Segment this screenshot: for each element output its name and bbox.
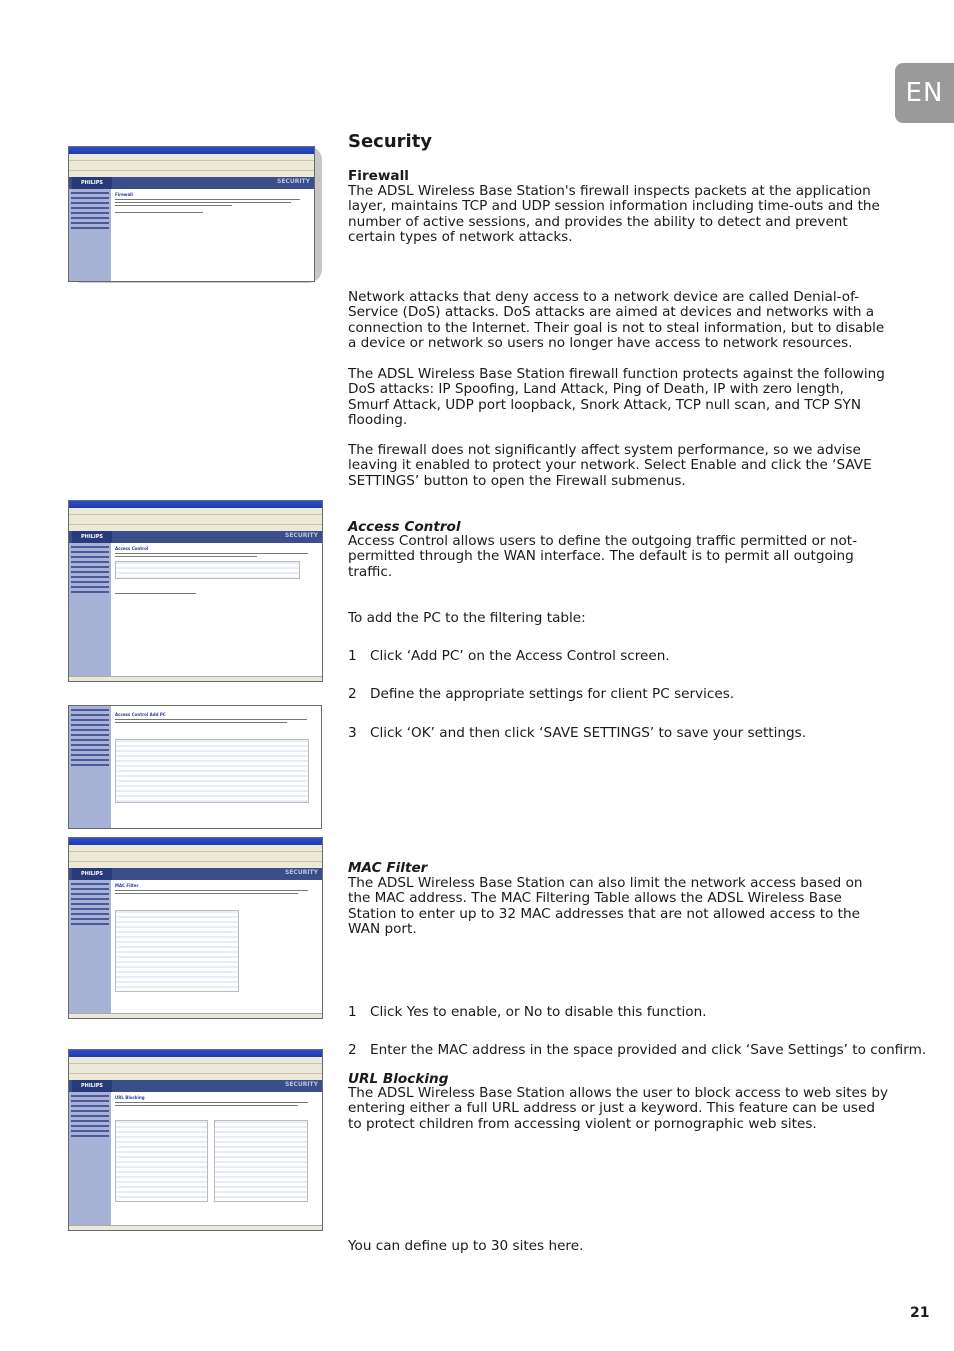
access-control-heading: Access Control: [348, 519, 461, 535]
url-blocking-note: You can define up to 30 sites here.: [348, 1238, 584, 1254]
section-tag: SECURITY: [285, 869, 318, 876]
section-tag: SECURITY: [285, 532, 318, 539]
page-title: Security: [348, 131, 433, 152]
screenshot-title: URL Blocking: [115, 1095, 145, 1100]
philips-logo: PHILIPS: [72, 531, 112, 543]
firewall-paragraph-2: Network attacks that deny access to a network device are called Denial-of-Service (DoS) attacks. DoS attacks are aimed at devices and networks with a connection to the Internet. Their goal is not to steal information, but to disable a device or network so users no longer have access to network resources.: [348, 289, 885, 351]
access-step-1: 1 Click ‘Add PC’ on the Access Control screen.: [348, 648, 670, 664]
access-step-2: 2 Define the appropriate settings for client PC services.: [348, 686, 735, 702]
language-tab: EN: [895, 63, 954, 123]
access-control-paragraph: Access Control allows users to define the outgoing traffic permitted or not-permitted through the WAN interface. The default is to permit all outgoing traffic.: [348, 533, 858, 580]
firewall-heading: Firewall: [348, 168, 409, 184]
philips-logo: PHILIPS: [72, 1080, 112, 1092]
url-blocking-paragraph: The ADSL Wireless Base Station allows the user to block access to web sites by entering either a full URL address or just a keyword. This feature can be used to protect children from accessing violent or pornographic web sites.: [348, 1085, 888, 1132]
firewall-paragraph-1: The ADSL Wireless Base Station's firewall inspects packets at the application layer, maintains TCP and UDP session information including time-outs and the number of active sessions, and provides the ability to detect and prevent certain types of network attacks.: [348, 183, 880, 245]
access-step-3: 3 Click ‘OK’ and then click ‘SAVE SETTINGS’ to save your settings.: [348, 725, 807, 741]
section-tag: SECURITY: [277, 178, 310, 185]
mac-filter-heading: MAC Filter: [348, 860, 428, 876]
mac-filter-paragraph: The ADSL Wireless Base Station can also limit the network access based on the MAC address. The MAC Filtering Table allows the ADSL Wireless Base Station to enter up to 32 MAC addresses that are not allowed access to the WAN port.: [348, 875, 863, 937]
firewall-paragraph-3: The ADSL Wireless Base Station firewall function protects against the following DoS attacks: IP Spoofing, Land Attack, Ping of Death, IP with zero length, Smurf Attack, UDP port loopback, Snork Attack, TCP null scan, and TCP SYN flooding.: [348, 366, 885, 428]
screenshot-title: Access Control Add PC: [115, 712, 166, 717]
section-tag: SECURITY: [285, 1081, 318, 1088]
access-control-intro: To add the PC to the filtering table:: [348, 610, 586, 626]
philips-logo: PHILIPS: [72, 177, 112, 189]
philips-logo: PHILIPS: [72, 868, 112, 880]
screenshot-title: MAC Filter: [115, 883, 139, 888]
page-number: 21: [910, 1305, 930, 1321]
mac-step-2: 2 Enter the MAC address in the space provided and click ‘Save Settings’ to confirm.: [348, 1042, 927, 1058]
firewall-paragraph-4: The firewall does not significantly affect system performance, so we advise leaving it enabled to protect your network. Select Enable and click the ‘SAVE SETTINGS’ button to open the Firewall submenus.: [348, 442, 872, 489]
mac-step-1: 1 Click Yes to enable, or No to disable this function.: [348, 1004, 707, 1020]
url-blocking-heading: URL Blocking: [348, 1071, 449, 1087]
screenshot-title: Firewall: [115, 192, 133, 197]
screenshot-title: Access Control: [115, 546, 149, 551]
